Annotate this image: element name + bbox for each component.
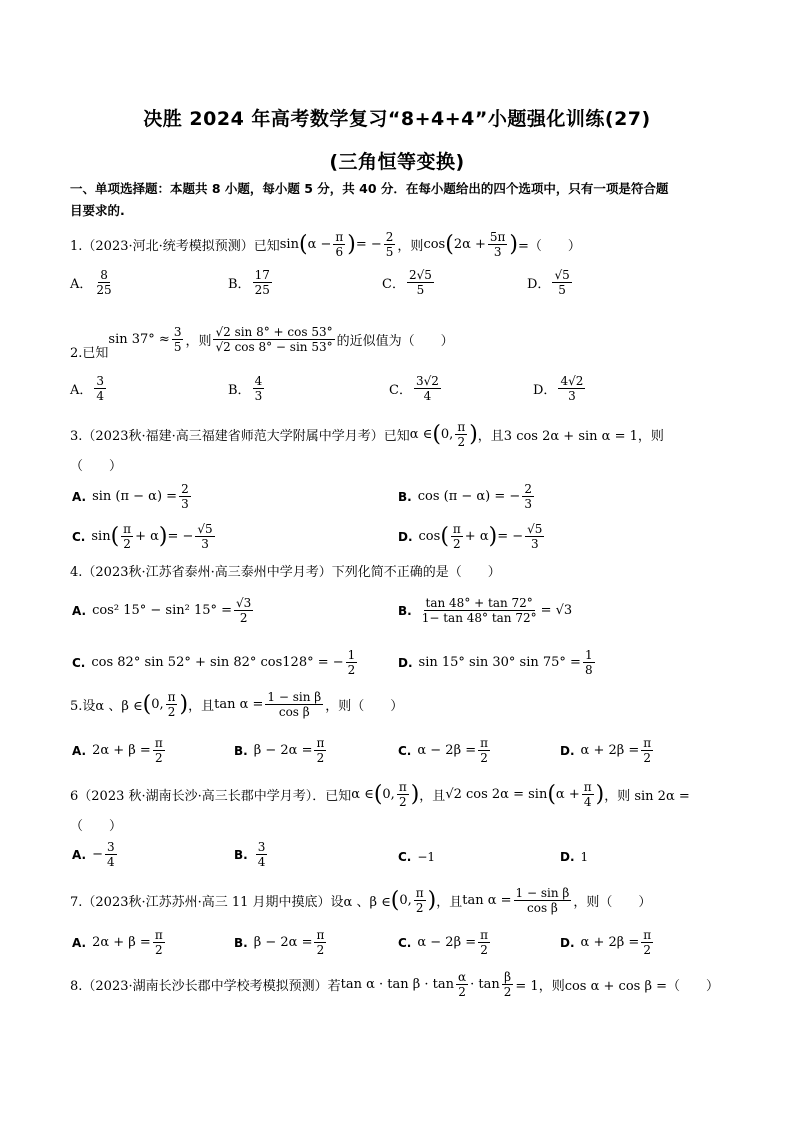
q5-d-letter: D. [560,743,575,758]
q1-a-frac [94,268,113,297]
q4-c-lhs: cos 82° sin 52° + sin 82° cos128° = − [91,655,344,670]
q4-a-frac [234,596,253,625]
q7-c-letter: C. [398,935,412,950]
q7-option-b[interactable] [234,928,328,957]
q1-c-frac [407,268,434,297]
q5-paren-close: ) [179,692,189,717]
q7-c-den: 2 [480,943,488,957]
q7-a-num: π [154,928,163,942]
q4-d-letter: D. [398,655,413,670]
q6-source: 6（2023 秋·湖南长沙·高三长郡中学月考）．已知 [70,789,352,804]
q3-a-den: 3 [181,497,189,511]
q1-option-c[interactable] [382,268,436,297]
q3-c-paren-open: ( [110,524,120,549]
q4-c-num: 1 [347,648,356,662]
q7-den: cos β [527,901,558,915]
q3-option-a[interactable] [72,482,193,511]
q7-cond: ，且 [436,895,463,910]
q8-a: α [458,970,467,984]
q3-d-paren-close: ) [488,524,498,549]
q5-frac-pi-2 [166,690,178,719]
q1-d-frac [552,268,571,297]
title-line-2: (三角恒等变换) [329,151,465,173]
q5-option-d[interactable] [560,736,655,765]
question-1-stem [70,230,581,259]
q5-tan: tan α = [214,697,264,712]
q5-a-frac [153,736,165,765]
q6-b-letter: B. [234,847,248,862]
q5-option-b[interactable] [234,736,328,765]
q3-a-lhs: sin (π − α) = [92,489,178,504]
q6-cond: ，且 [419,789,446,804]
q6-paren2-close: ) [595,782,605,807]
q5-b-num: π [316,736,325,750]
q3-option-b[interactable] [398,482,536,511]
q1-d-num: √5 [554,268,570,282]
q6-d-letter: D. [560,850,575,864]
section-heading-line-2: 目要求的. [70,203,125,218]
q2-a-frac [94,374,106,403]
q2-d-num: 4√2 [560,374,584,388]
q3-a-letter: A. [72,489,87,504]
q1-five-pi: 5π [489,230,506,244]
q1-b-frac [253,268,272,297]
q4-b-letter: B. [398,603,412,618]
q5-d-den: 2 [643,751,652,765]
q6-option-c[interactable] [398,850,435,864]
q3-paren-close: ) [469,422,478,447]
q6-option-d[interactable] [560,850,588,864]
q1-then: ，则 [397,239,424,254]
q2-c-letter: C． [389,383,412,398]
q7-tail: ，则（ ） [573,895,652,910]
q1-two-alpha-plus: 2α + [453,237,486,252]
question-6-stem [70,780,690,809]
q4-d-num: 1 [584,648,593,662]
q1-paren-open: ( [298,232,308,257]
q6-b-frac [256,840,268,869]
q2-approx: sin 37° ≈ [108,332,170,347]
question-2-stem [70,318,454,361]
q5-c-letter: C. [398,743,412,758]
q7-frac-pi-2 [414,886,426,915]
q3-c-paren-close: ) [158,524,168,549]
q5-option-c[interactable] [398,736,492,765]
q3-zero: 0, [440,427,454,442]
q7-num: 1 − sin β [515,886,570,900]
q6-blank: （ ） [70,819,123,834]
q3-d-pi: π [452,522,461,536]
q5-b-letter: B. [234,743,248,758]
q5-frac [265,690,323,719]
q6-b-den: 4 [257,855,266,869]
q6-tail: ，则 sin 2α = [604,789,690,804]
q5-pi: π [167,690,176,704]
q1-frac-pi-6 [333,230,345,259]
q7-b-frac [314,928,326,957]
q3-d-two: 2 [453,537,461,551]
q6-pi-b: π [583,780,592,794]
q7-b-letter: B. [234,935,248,950]
q7-pi: π [415,886,424,900]
q1-a-num: 8 [100,268,108,282]
q6-alpha-in: α ∈ [351,787,374,802]
q4-c-frac [346,648,358,677]
q7-d-num: π [643,928,652,942]
q3-b-frac [522,482,534,511]
q7-c-frac [478,928,490,957]
q7-source: 7.（2023秋·江苏苏州·高三 11 月期中摸底）设α 、β ∈ [70,895,391,910]
q6-a-den: 4 [106,855,115,869]
q5-a-den: 2 [154,751,163,765]
q3-c-den: 3 [201,537,209,551]
q4-d-lhs: sin 15° sin 30° sin 75° = [418,655,581,670]
q8-mid: · tan [470,977,500,992]
q8-two-b: 2 [503,985,512,999]
q7-option-d[interactable] [560,928,655,957]
q1-cos: cos [423,237,446,252]
q5-a-letter: A. [72,743,87,758]
section-heading-line-1: 一、单项选择题：本题共 8 小题，每小题 5 分，共 40 分．在每小题给出的四个选项中，只有一项是符合题 [70,181,669,196]
q6-two: 2 [398,795,407,809]
q5-c-num: π [480,736,489,750]
q7-option-c[interactable] [398,928,492,957]
q3-paren-open: ( [432,422,441,447]
q3-option-c[interactable] [72,522,217,551]
q1-frac-5pi-3 [488,230,508,259]
q6-c-letter: C. [398,850,412,864]
q5-a-lhs: 2α + β = [92,743,151,758]
q5-c-lhs: α − 2β = [417,743,477,758]
q7-two: 2 [415,901,424,915]
q3-c-rhs: = − [167,529,194,544]
q3-d-pi-frac [451,522,463,551]
q1-tail: =（ ） [518,239,581,254]
q6-b-num: 3 [257,840,266,854]
q5-num: 1 − sin β [267,690,322,704]
q5-two: 2 [167,705,176,719]
q7-b-num: π [316,928,325,942]
q1-alpha-minus: α − [307,237,332,252]
question-4-stem: 4.（2023秋·江苏省泰州·高三泰州中学月考）下列化简不正确的是（ ） [70,565,501,580]
q1-d-den: 5 [558,283,566,297]
q1-a-den: 25 [96,283,112,297]
q5-d-num: π [643,736,652,750]
q7-a-den: 2 [154,943,163,957]
q2-frac-3-5 [172,325,184,354]
q3-option-d[interactable] [398,522,546,551]
q5-den: cos β [278,705,310,719]
q3-c-num: √5 [197,522,213,536]
q1-frac-2-5 [384,230,396,259]
q8-frac-b-2 [502,970,514,999]
q8-tail: = 1，则cos α + cos β =（ ） [515,979,720,994]
q2-a-letter: A． [70,383,93,398]
q2-option-c[interactable] [389,374,443,403]
q3-c-inner: + α [135,529,159,544]
q1-b-den: 25 [254,283,270,297]
q3-b-den: 3 [524,497,532,511]
q2-c-num: 3√2 [415,374,439,388]
q3-pi: π [457,420,466,434]
q4-b-den: 1− tan 48° tan 72° [421,611,537,625]
q6-a-pre: − [92,847,103,862]
q3-c-letter: C. [72,529,86,544]
q6-four: 4 [583,795,592,809]
q3-cond: ，且3 cos 2α + sin α = 1，则 [477,429,664,444]
q2-a-den: 5 [173,340,182,354]
q2-expr-frac [213,325,334,354]
q2-c-frac [414,374,441,403]
q2-option-d[interactable] [533,374,587,403]
q1-sin: sin [279,237,299,252]
q5-c-den: 2 [480,751,488,765]
q3-d-letter: D. [398,529,413,544]
q3-a-frac [179,482,191,511]
q2-b-frac [253,374,265,403]
q4-option-d[interactable] [398,648,597,677]
q2-a-num: 3 [96,374,105,388]
question-5-stem [70,690,403,719]
q7-paren-close: ) [427,888,437,913]
q1-d-letter: D． [527,277,551,292]
q2-a-den: 4 [96,389,105,403]
q3-d-den: 3 [530,537,539,551]
q6-paren-open: ( [373,782,383,807]
q3-d-inner: + α [464,529,489,544]
q5-b-frac [314,736,326,765]
q2-option-a[interactable] [70,374,108,403]
q7-c-lhs: α − 2β = [417,935,477,950]
q1-option-a[interactable] [70,268,116,297]
q4-a-lhs: cos² 15° − sin² 15° = [92,603,233,618]
q4-option-b[interactable] [398,596,572,625]
q3-b-letter: B. [398,489,412,504]
q1-a-letter: A． [70,277,93,292]
q3-blank: （ ） [70,459,123,474]
q2-c-den: 4 [423,389,432,403]
q1-five: 5 [385,245,394,259]
q6-frac-pi-2 [397,780,409,809]
q5-a-num: π [154,736,163,750]
q8-expr: tan α · tan β · tan [340,977,455,992]
q5-cond: ，且 [188,699,215,714]
q1-six: 6 [335,245,344,259]
q4-d-den: 8 [584,663,593,677]
q2-a-num: 3 [173,325,182,339]
q7-d-frac [641,928,653,957]
q6-a-letter: A. [72,847,87,862]
q1-c-letter: C． [382,277,405,292]
q7-d-letter: D. [560,935,575,950]
q4-d-frac [583,648,595,677]
q3-a-num: 2 [181,482,189,496]
q5-b-den: 2 [316,751,325,765]
q8-two-a: 2 [458,985,466,999]
q5-b-lhs: β − 2α = [253,743,313,758]
q4-b-frac [420,596,539,625]
title-line-1: 决胜 2024 年高考数学复习“8+4+4”小题强化训练(27) [143,108,651,130]
q4-b-num: tan 48° + tan 72° [425,596,533,610]
q7-a-lhs: 2α + β = [92,935,151,950]
q5-d-frac [641,736,653,765]
q2-option-b[interactable] [228,374,266,403]
q2-b-num: 4 [254,374,263,388]
q4-option-a[interactable] [72,596,255,625]
q7-d-lhs: α + 2β = [580,935,640,950]
q6-expr: √2 cos 2α = sin [445,787,548,802]
q1-eq-neg: = − [355,237,382,252]
q5-c-frac [478,736,490,765]
section-heading [70,180,668,220]
q7-option-a[interactable] [72,928,167,957]
q6-zero: 0, [382,787,395,802]
q6-paren2-open: ( [547,782,556,807]
q2-label: 2.已知 [70,346,109,361]
q6-c-text: −1 [417,850,436,864]
q4-c-den: 2 [347,663,356,677]
question-7-stem [70,886,651,915]
q7-d-den: 2 [643,943,652,957]
q6-option-a[interactable] [72,840,119,869]
q8-source: 8.（2023·湖南长沙长郡中学校考模拟预测）若 [70,979,341,994]
q7-c-num: π [480,928,489,942]
q3-c-frac [195,522,214,551]
q7-a-letter: A. [72,935,87,950]
q2-d-den: 3 [568,389,576,403]
q1-paren2-open: ( [445,232,454,257]
q4-option-c[interactable] [72,648,359,677]
q1-c-den: 5 [416,283,425,297]
q5-tail: ，则（ ） [325,699,404,714]
question-3-stem [70,420,664,449]
question-8-stem [70,970,719,999]
q3-d-rhs: = − [497,529,524,544]
q3-b-num: 2 [524,482,532,496]
q4-a-den: 2 [239,611,248,625]
q7-zero: 0, [399,893,412,908]
q6-a-frac [105,840,117,869]
q5-stem-text: 5.设α 、β ∈ [70,699,143,714]
q6-a-num: 3 [106,840,115,854]
q8-b: β [504,970,512,984]
q7-b-den: 2 [316,943,325,957]
q3-d-num: √5 [527,522,543,536]
q3-two: 2 [457,435,466,449]
q1-pi: π [335,230,344,244]
q1-source: 1.（2023·河北·统考模拟预测）已知 [70,239,280,254]
q6-pi: π [398,780,407,794]
q4-a-letter: A. [72,603,87,618]
q3-d-fn: cos [418,529,441,544]
q3-d-frac [525,522,544,551]
q2-tail: 的近似值为（ ） [336,334,454,349]
q5-paren-open: ( [142,692,152,717]
q6-inner: α + [555,787,580,802]
q1-paren-close: ) [347,232,356,257]
q4-b-rhs: = √3 [540,603,573,618]
q2-b-den: 3 [254,389,263,403]
q3-frac-pi-2 [455,420,467,449]
q2-expr-num: √2 sin 8° + cos 53° [215,325,333,339]
q3-c-two: 2 [123,537,131,551]
q1-c-num: 2√5 [408,268,432,282]
q7-frac [514,886,572,915]
q1-b-letter: B． [228,277,251,292]
q1-paren2-close: ) [509,232,519,257]
q6-frac-pi-4 [582,780,594,809]
q2-d-letter: D． [533,383,557,398]
q3-source: 3.（2023秋·福建·高三福建省师范大学附属中学月考）已知 [70,429,410,444]
q6-paren-close: ) [410,782,420,807]
q1-two: 2 [385,230,394,244]
q5-option-a[interactable] [72,736,167,765]
q7-b-lhs: β − 2α = [253,935,313,950]
q4-a-num: √3 [236,596,252,610]
q2-b-letter: B． [228,383,251,398]
q7-a-frac [153,928,165,957]
q3-d-paren-open: ( [440,524,449,549]
q7-paren-open: ( [390,888,400,913]
q3-b-lhs: cos (π − α) = − [417,489,521,504]
q3-c-fn: sin [91,529,111,544]
q1-b-num: 17 [254,268,270,282]
q1-three: 3 [493,245,502,259]
q1-option-b[interactable] [228,268,274,297]
q8-frac-a-2 [456,970,468,999]
q3-c-pi-frac [121,522,133,551]
q3-alpha-in: α ∈ [409,427,433,442]
q6-option-b[interactable] [234,840,269,869]
q6-d-text: 1 [580,850,589,864]
q2-then: ，则 [185,334,212,349]
q2-d-frac [558,374,585,403]
q5-zero: 0, [151,697,164,712]
q7-tan: tan α = [462,893,512,908]
q5-d-lhs: α + 2β = [580,743,640,758]
q1-option-d[interactable] [527,268,574,297]
q3-c-pi: π [123,522,132,536]
q2-expr-den: √2 cos 8° − sin 53° [215,340,333,354]
q4-c-letter: C. [72,655,86,670]
